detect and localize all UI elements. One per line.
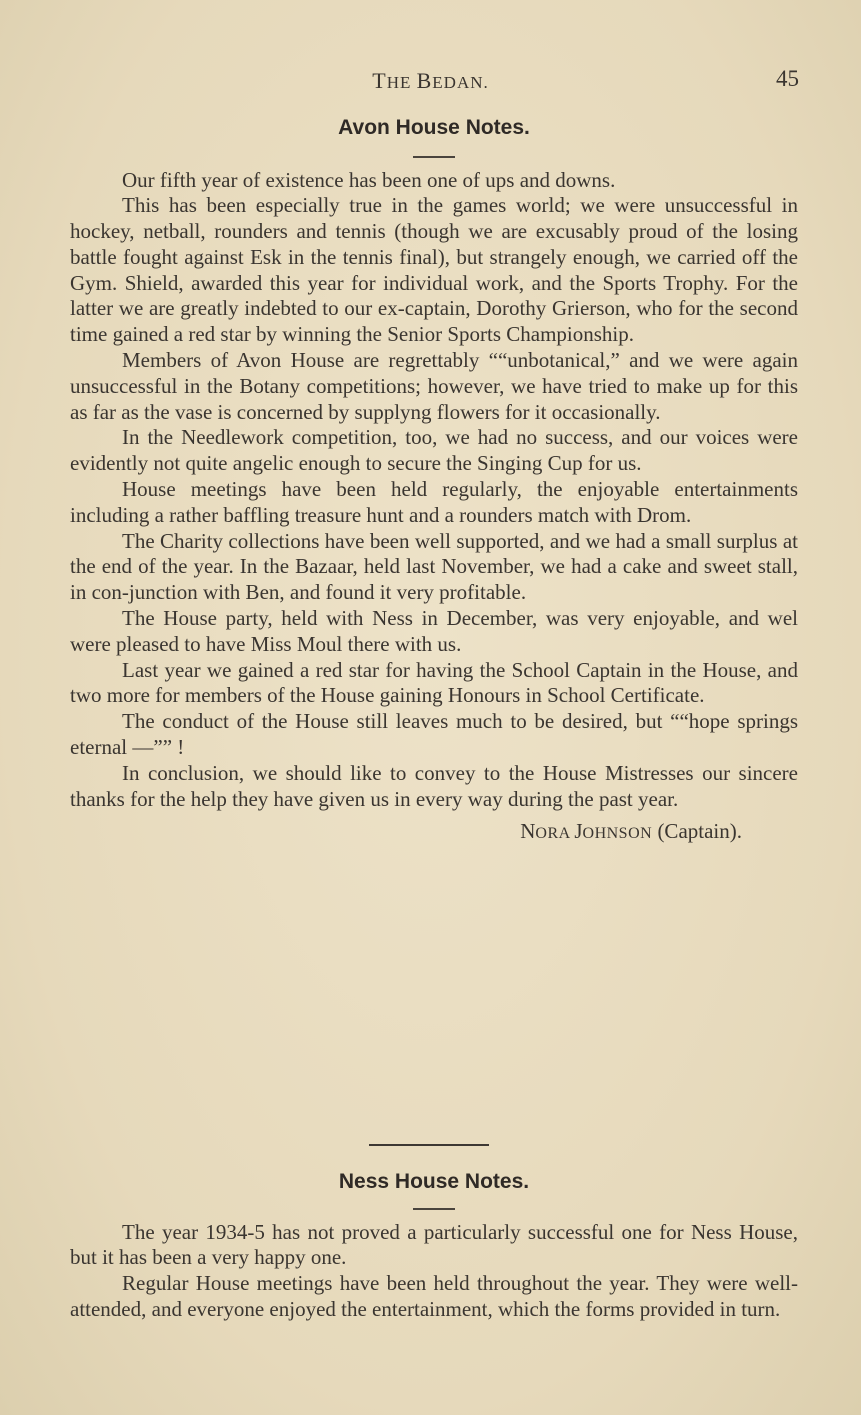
ness-section-title: Ness House Notes. [338,1170,530,1193]
journal-title-smallcaps: HE [386,73,417,92]
journal-title-smallcaps-2: EDAN. [432,73,489,92]
ness-paragraph: The year 1934-5 has not proved a particularly successful one for Ness House, but it has been a very happy one. [70,1219,798,1270]
avon-signature [70,818,742,847]
avon-title-rule [413,156,455,158]
avon-paragraph: Last year we gained a red star for having the School Captain in the House, and two more for members of the House gaining Honours in School Certificate. [70,657,798,708]
signature-initial: N [520,819,536,844]
avon-paragraph: Our fifth year of existence has been one of ups and downs. [122,167,616,192]
avon-paragraph: Members of Avon House are regrettably ““unbotanical,” and we were again unsuccessful in the Botany competitions; however, we have tried to make up for this as far as the vase is concerned by supplyng flowers for it occasionally. [70,348,798,424]
avon-paragraph: In conclusion, we should like to convey to the House Mistresses our sincere thanks for the help they have given us in every way during the past year. [70,760,798,811]
ness-paragraph: Regular House meetings have been held throughout the year. They were well-attended, and everyone enjoyed the entertainment, which the forms provided in turn. [70,1271,798,1321]
signature-smallcaps-2: OHNSON [582,825,653,843]
page-number: 45 [776,66,799,91]
running-head [0,62,861,102]
journal-title-initial-2: B [416,68,433,93]
avon-paragraph: House meetings have been held regularly, the enjoyable entertainments including a rather baffling treasure hunt and a rounders match with Drom. [70,477,798,527]
avon-paragraph: In the Needlework competition, too, we had no success, and our voices were evidently not quite angelic enough to secure the Singing Cup for us. [70,425,798,476]
signature-smallcaps: ORA [535,825,575,843]
avon-paragraph: The conduct of the House still leaves much to be desired, but ““hope springs eternal —”” ! [70,709,798,760]
avon-section-title: Avon House Notes. [338,116,530,139]
ness-house-section [70,1170,798,1323]
signature-initial-2: J [574,819,583,844]
signature-role: (Captain). [652,819,742,844]
avon-paragraph: The Charity collections have been well supported, and we had a small surplus at the end of the year. In the Bazaar, held last November, we had a cake and sweet stall, in con-junction with Ben, and found it very profitable. [70,528,798,605]
avon-house-section [70,116,798,847]
journal-title-initial: T [372,68,387,93]
journal-title [0,68,861,94]
avon-paragraph: The House party, held with Ness in December, was very enjoyable, and wel were pleased to have Miss Moul there with us. [70,606,798,656]
ness-title-rule [413,1208,455,1210]
section-divider [369,1144,489,1146]
avon-paragraph: This has been especially true in the games world; we were unsuccessful in hockey, netball, rounders and tennis (though we are excusably proud of the losing battle fought against Esk in the tennis final), but strangely enough, we carried off the Gym. Shield, awarded this year for individual work, and the Sports Trophy. For the latter we are greatly indebted to our ex-captain, Dorothy Grierson, who for the second time gained a red star by winning the Senior Sports Championship. [70,193,798,347]
